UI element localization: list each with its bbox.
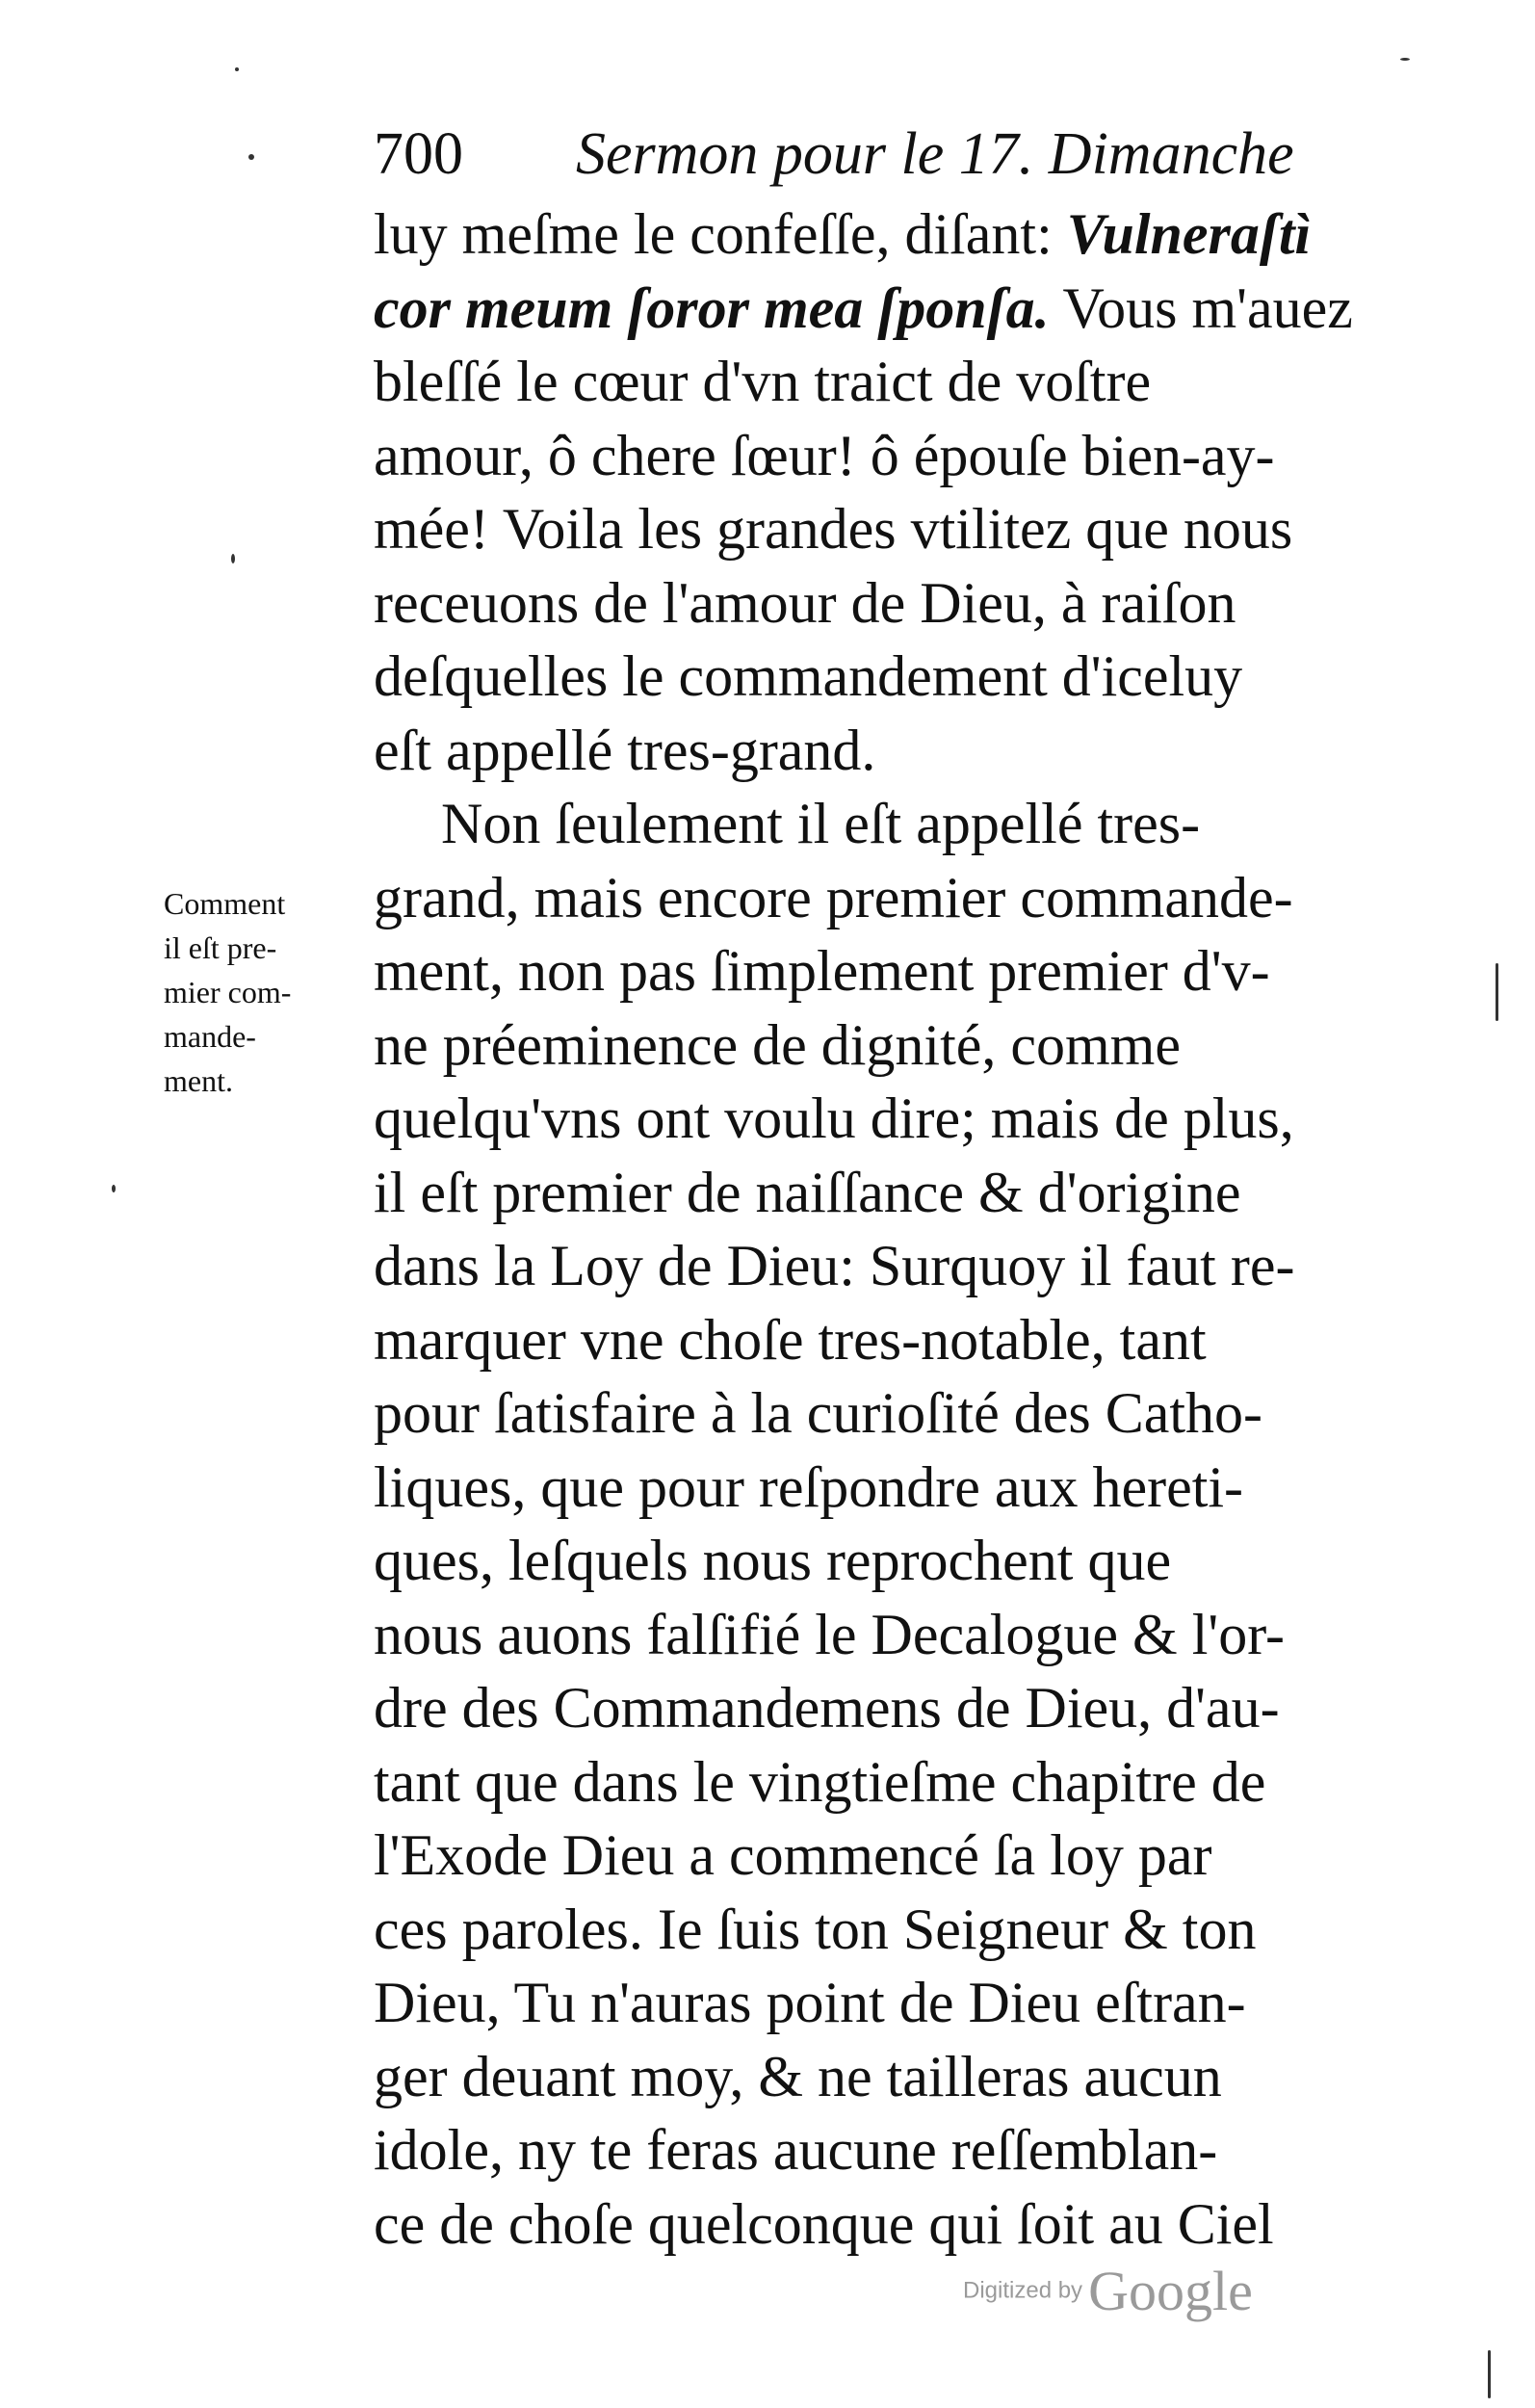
text-line: deſquelles le commandement d'iceluy xyxy=(374,644,1243,708)
page-number: 700 xyxy=(374,121,463,187)
text-line xyxy=(374,197,1433,272)
text-line: ques, leſquels nous reprochent que xyxy=(374,1529,1172,1592)
running-head: Sermon pour le 17. Dimanche xyxy=(576,121,1294,187)
page-header xyxy=(374,106,1346,202)
text-line: amour, ô chere ſœur! ô épouſe bien-ay- xyxy=(374,423,1275,487)
scan-speck xyxy=(235,67,239,71)
scan-speck xyxy=(248,154,254,160)
digitized-watermark xyxy=(963,2259,1253,2326)
margin-note xyxy=(164,881,366,1103)
margin-note-line: mier com- xyxy=(164,975,292,1009)
latin-quote: cor meum ſoror mea ſponſa. xyxy=(374,275,1050,340)
line-text: luy meſme le confeſſe, diſant: xyxy=(374,202,1067,266)
scan-speck xyxy=(1400,58,1410,61)
scan-speck xyxy=(231,554,235,563)
scan-speck xyxy=(1496,963,1498,1021)
body-text xyxy=(374,197,1433,2261)
text-line: bleſſé le cœur d'vn traict de voſtre xyxy=(374,350,1152,413)
text-line: eſt appellé tres-grand. xyxy=(374,718,876,782)
margin-note-line: ment. xyxy=(164,1063,233,1098)
text-line: liques, que pour reſpondre aux hereti- xyxy=(374,1454,1244,1519)
text-line: il eſt premier de naiſſance & d'origine xyxy=(374,1160,1241,1224)
scan-speck xyxy=(112,1185,116,1192)
text-line: nous auons falſifié le Decalogue & l'or- xyxy=(374,1602,1285,1666)
text-line: tant que dans le vingtieſme chapitre de xyxy=(374,1749,1266,1814)
paragraph-start-line: Non ſeulement il eſt appellé tres- xyxy=(441,792,1201,855)
text-line: ger deuant moy, & ne tailleras aucun xyxy=(374,2044,1222,2108)
text-line: ne préeminence de dignité, comme xyxy=(374,1012,1181,1077)
text-line: ment, non pas ſimplement premier d'v- xyxy=(374,939,1270,1003)
text-line: dre des Commandemens de Dieu, d'au- xyxy=(374,1676,1280,1740)
text-line: grand, mais encore premier commande- xyxy=(374,865,1293,929)
text-line: ce de choſe quelconque qui ſoit au Ciel xyxy=(374,2191,1274,2256)
text-line xyxy=(374,272,1433,346)
margin-note-line: il eſt pre- xyxy=(164,930,277,965)
text-line: l'Exode Dieu a commencé ſa loy par xyxy=(374,1823,1212,1887)
text-line: mée! Voila les grandes vtilitez que nous xyxy=(374,497,1293,561)
margin-note-line: Comment xyxy=(164,886,286,921)
text-line: quelqu'vns ont voulu dire; mais de plus, xyxy=(374,1086,1294,1150)
text-line: receuons de l'amour de Dieu, à raiſon xyxy=(374,570,1236,635)
line-text: Vous m'auez xyxy=(1049,275,1353,340)
text-line: dans la Loy de Dieu: Surquoy il faut re- xyxy=(374,1234,1295,1297)
margin-note-line: mande- xyxy=(164,1019,256,1054)
google-logo: Google xyxy=(1088,2260,1253,2322)
scan-speck xyxy=(1488,2350,1491,2398)
watermark-prefix: Digitized by xyxy=(963,2277,1083,2304)
text-line: idole, ny te feras aucune reſſemblan- xyxy=(374,2118,1218,2182)
latin-quote: Vulneraſtì xyxy=(1066,202,1312,266)
text-line: Dieu, Tu n'auras point de Dieu eſtran- xyxy=(374,1971,1246,2034)
text-line: marquer vne choſe tres-notable, tant xyxy=(374,1307,1207,1372)
text-line: pour ſatisfaire à la curioſité des Catho- xyxy=(374,1381,1262,1445)
text-line: ces paroles. Ie ſuis ton Seigneur & ton xyxy=(374,1897,1257,1961)
